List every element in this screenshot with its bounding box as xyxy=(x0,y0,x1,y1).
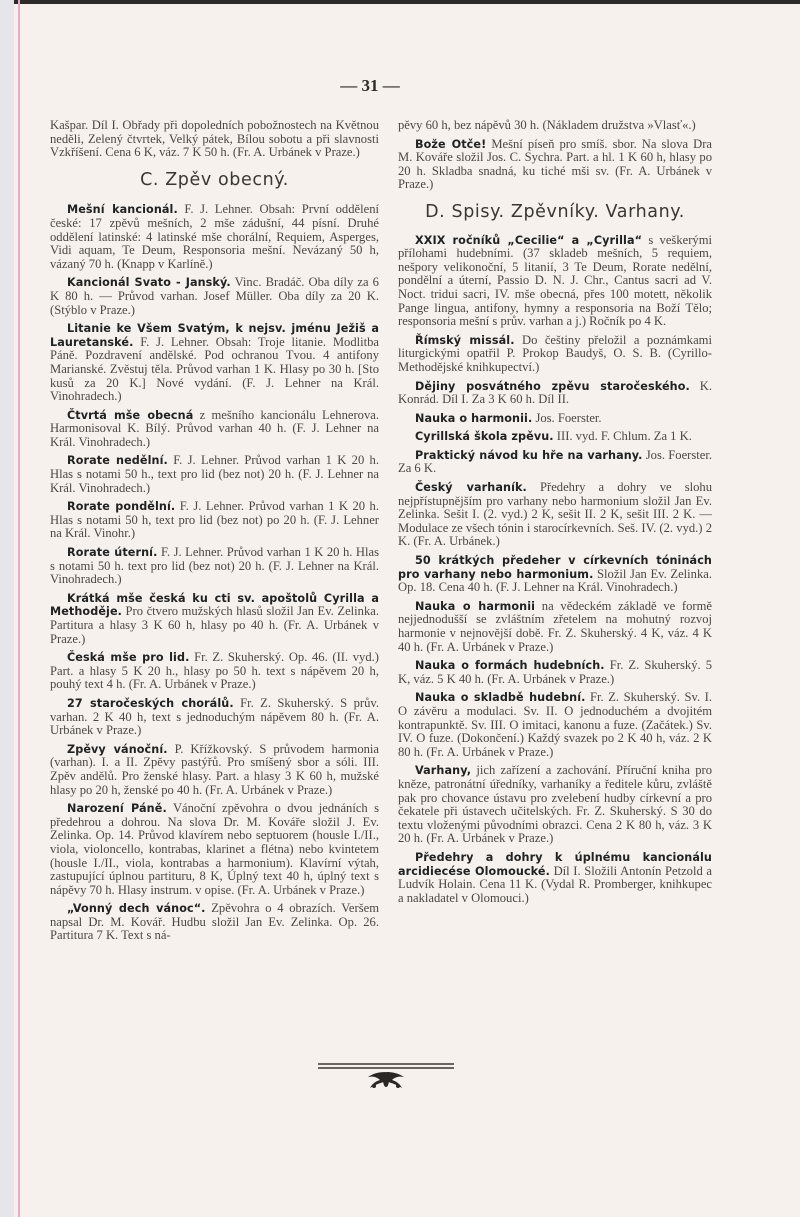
ornament-graphic xyxy=(318,1060,454,1090)
entry-title: 50 krátkých předeher v církevních tóninách pro varhany nebo harmonium. xyxy=(398,554,712,581)
entry-title: Varhany, xyxy=(415,764,472,778)
entry-title: Narození Páně. xyxy=(67,802,167,816)
entry-title: Předehry a dohry k úplnému kancionálu arcidiecése Olomoucké. xyxy=(398,850,712,878)
catalog-entry xyxy=(50,902,379,943)
catalog-entry xyxy=(398,412,712,426)
ornament-flourish xyxy=(368,1072,404,1088)
entry-text: Vánoční zpěvohra o dvou jednáních s předehrou a dohrou. Na slova Dr. M. Kováře složil J. Ev. Zelinka. Op. 14. Průvod klavírem nebo septuorem (housle I./II., viola, violoncello, kontrabas, klarinet a flétna) nebo kvintetem (housle I./II., viola, kontrabas a harmonium). Klavírní výtah, zastupující úplnou partituru, 8 K, Úplný text 40 h, úplný text s nápěvy 70 h. Hlasy instrum. v opise. (Fr. A. Urbánek v Praze.) xyxy=(50,801,379,897)
right-pre-entries-list xyxy=(398,138,712,192)
catalog-entry xyxy=(398,430,712,444)
entry-text: Jos. Foerster. xyxy=(532,410,602,425)
margin-line xyxy=(18,0,20,1217)
entry-title: Čtvrtá mše obecná xyxy=(67,408,194,422)
entry-text: F. J. Lehner. Obsah: První oddělení české: 17 zpěvů mešních, 2 mše zádušní, 44 písní. Druhé oddělení latinské: 4 latinské mše chorální, Requiem, Asperges, Vidi aquam, Te Deum, Responsoria mešní. Nevázaný 50 h, vázaný 70 h. (Knapp v Karlíně.) xyxy=(50,202,379,271)
scan-top-edge xyxy=(0,0,800,4)
entry-text: Zpěvohra o 4 obrazích. Veršem napsal Dr. M. Kovář. Hudbu složil Jan Ev. Zelinka. Op. 26. Partitura 7 K. Text s ná- xyxy=(50,901,379,943)
catalog-entry xyxy=(50,651,379,692)
catalog-entry xyxy=(398,764,712,846)
entry-text: P. Křížkovský. S průvodem harmonia (varhan). I. a II. Zpěvy pastýřů. Pro smíšený sbor a sóli. III. Zpěv andělů. Pro ženské hlasy. Part. a hlasy 3 K 60 h, mužské hlasy po 20 h, ženské po 40 h. (Fr. A. Urbánek v Praze.) xyxy=(50,741,379,797)
entry-title: Nauka o formách hudebních. xyxy=(415,659,605,673)
catalog-entry xyxy=(398,851,712,905)
entry-text: na vědeckém základě ve formě nejjednodušší se zvláštním zřetelem na mohutný rozvoj harmonie v nejnovější době. Fr. Z. Skuherský. 4 K, váz. 4 K 40 h. (Fr. A. Urbánek v Praze.) xyxy=(398,598,712,654)
entry-text: Fr. Z. Skuherský. 5 K, váz. 5 K 40 h. (Fr. A. Urbánek v Praze.) xyxy=(398,658,712,686)
catalog-entry xyxy=(398,691,712,759)
catalog-entry xyxy=(50,276,379,317)
entry-text: F. J. Lehner. Průvod varhan 1 K 20 h. Hlas s notami 50 h. text pro lid (bez not) 20 h. (F. J. Lehner na Král. Vinohradech.) xyxy=(50,545,379,587)
catalog-entry xyxy=(398,554,712,595)
entry-text: Do češtiny přeložil a poznámkami liturgickými opatřil P. Prokop Baudyš, O. S. B. (Cyrillo-Methodějské knihkupectví.) xyxy=(398,332,712,374)
catalog-entry xyxy=(398,334,712,375)
entry-text: Fr. Z. Skuherský. Op. 46. (II. vyd.) Part. a hlasy 5 K 20 h., hlasy po 50 h. text s nápěvem 20 h, pouhý text 4 h. (Fr. A. Urbánek v Praze.) xyxy=(50,650,379,692)
entry-text: Pro čtvero mužských hlasů složil Jan Ev. Zelinka. Partitura a hlasy 3 K 60 h, hlasy po 40 h. (Fr. A. Urbánek v Praze.) xyxy=(50,604,379,646)
entry-title: Dějiny posvátného zpěvu staročeského. xyxy=(415,379,690,393)
floral-ornament-icon xyxy=(318,1060,454,1090)
catalog-entry xyxy=(398,481,712,549)
intro-paragraph: Kašpar. Díl I. Obřady při dopoledních pobožnostech na Květnou neděli, Zelený čtvrtek, Velký pátek, Bílou sobotu a při slavnosti Vzkříšení. Cena 6 K, váz. 7 K 50 h. (Fr. A. Urbánek v Praze.) xyxy=(50,118,379,160)
entry-text: III. vyd. F. Chlum. Za 1 K. xyxy=(553,429,692,444)
entry-title: Nauka o skladbě hudební. xyxy=(415,691,586,705)
entry-text: Mešní píseň pro smíš. sbor. Na slova Dra M. Kováře složil Jos. C. Sychra. Part. a hl. 1 K 60 h, hlasy po 20 h. Skladba snadná, ku tiché mši sv. (Fr. A. Urbánek v Praze.) xyxy=(398,136,712,192)
page-number: — 31 — xyxy=(340,76,400,95)
left-column xyxy=(50,119,379,948)
catalog-entry xyxy=(50,203,379,271)
catalog-entry xyxy=(398,600,712,654)
entry-title: Litanie ke Všem Svatým, k nejsv. jménu Ježiš a Lauretanské. xyxy=(50,322,379,349)
catalog-entry xyxy=(398,234,712,329)
left-entries-list xyxy=(50,203,379,943)
catalog-entry xyxy=(50,322,379,404)
continuation-paragraph: pěvy 60 h, bez nápěvů 30 h. (Nákladem družstva »Vlasť«.) xyxy=(398,118,696,132)
entry-title: Česká mše pro lid. xyxy=(67,651,190,665)
catalog-entry xyxy=(50,454,379,495)
entry-text: Fr. Z. Skuherský. S prův. varhan. 2 K 40 h, text s jednoduchým nápěvem 80 h. (Fr. A. Urbánek v Praze.) xyxy=(50,695,379,738)
entry-text: Vinc. Bradáč. Oba díly za 6 K 80 h. — Průvod varhan. Josef Müller. Oba díly za 20 K. (Stýblo v Praze.) xyxy=(50,275,379,317)
catalog-entry xyxy=(398,659,712,686)
entry-title: Rorate úterní. xyxy=(67,546,158,560)
catalog-entry xyxy=(50,409,379,450)
entry-title: XXIX ročníků „Cecilie“ a „Cyrilla“ xyxy=(415,233,643,247)
catalog-entry xyxy=(50,697,379,738)
catalog-entry xyxy=(50,546,379,587)
right-column xyxy=(398,119,712,910)
section-heading-c: C. Zpěv obecný. xyxy=(140,169,289,190)
entry-title: Zpěvy vánoční. xyxy=(67,742,168,756)
catalog-entry xyxy=(398,449,712,476)
section-heading-d: D. Spisy. Zpěvníky. Varhany. xyxy=(425,201,685,222)
entry-text: Jos. Foerster. Za 6 K. xyxy=(398,447,712,476)
entry-text: Fr. Z. Skuherský. Sv. I. O závěru a modulaci. Sv. II. O jednoduchém a dvojitém kontrapunktě. Sv. III. O imitaci, kanonu a fuze. (Začátek.) Sv. IV. O fuze. (Dokončení.) Každý svazek po 2 K 40 h, váz. 2 K 80 h. (Fr. A. Urbánek v Praze.) xyxy=(398,690,713,759)
entry-title: Praktický návod ku hře na varhany. xyxy=(415,448,643,462)
catalog-entry xyxy=(50,592,379,646)
catalog-entry xyxy=(398,380,712,407)
entry-title: Kancionál Svato - Janský. xyxy=(67,276,231,290)
entry-title: Rorate nedělní. xyxy=(67,454,168,468)
entry-title: Bože Otče! xyxy=(415,137,487,151)
catalog-entry xyxy=(50,500,379,541)
catalog-entry xyxy=(50,802,379,897)
entry-text: jich zařízení a zachování. Příruční kniha pro kněze, patronátní úředníky, varhaníky a ředitele kůru, zvláště pak pro chovance ústavu pro zvelebení hudby církevní a pro čekatele při ústavech učitelských. Fr. Z. Skuherský. S 30 do textu vloženými původními obrazci. Cena 2 K 80 h, váz. 3 K 20 h. (Fr. A. Urbánek v Praze.) xyxy=(398,763,712,846)
entry-title: Cyrillská škola zpěvu. xyxy=(415,430,554,444)
entry-title: Římský missál. xyxy=(415,333,515,347)
scan-left-edge xyxy=(0,0,14,1217)
entry-title: Krátká mše česká ku cti sv. apoštolů Cyrilla a Methoděje. xyxy=(50,591,379,619)
entry-text: Díl I. Složili Antonín Petzold a Ludvík Holain. Cena 11 K. (Vydal R. Promberger, knihkupec a nakladatel v Olomouci.) xyxy=(398,863,712,905)
entry-text: z mešního kancionálu Lehnerova. Harmonisoval K. Bílý. Průvod varhan 40 h. (F. J. Lehner na Král. Vinohradech.) xyxy=(50,407,379,449)
entry-title: Rorate pondělní. xyxy=(67,500,176,514)
entry-text: F. J. Lehner. Průvod varhan 1 K 20 h. Hlas s notami 50 h, text pro lid (bez not) po 20 h. (F. J. Lehner na Král. Vinohr.) xyxy=(50,499,379,541)
right-entries-list xyxy=(398,234,712,906)
entry-title: Nauka o harmonii xyxy=(415,599,536,613)
entry-title: Český varhaník. xyxy=(415,481,527,495)
entry-text: Předehry a dohry ve slohu nejpřístupnějším pro varhany nebo harmonium složil Jan Ev. Zelinka. Sešit I. (2. vyd.) 2 K, sešit II. 2 K, sešit III. 2 K. — Modulace ze všech tónin i starocírkevních. Seš. IV. (2. vyd.) 2 K. (Fr. A. Urbánek.) xyxy=(398,480,712,549)
entry-title: „Vonný dech vánoc“. xyxy=(67,902,206,916)
entry-title: Mešní kancionál. xyxy=(67,203,178,217)
entry-text: K. Konrád. Díl I. Za 3 K 60 h. Díl II. xyxy=(398,378,712,407)
catalog-entry xyxy=(398,138,712,192)
catalog-entry xyxy=(50,743,379,797)
entry-text: F. J. Lehner. Průvod varhan 1 K 20 h. Hlas s notami 50 h., text pro lid (bez not) 20 h. (F. J. Lehner na Král. Vinohradech.) xyxy=(50,453,379,495)
entry-title: 27 staročeských chorálů. xyxy=(67,696,234,710)
entry-title: Nauka o harmonii. xyxy=(415,411,533,425)
entry-text: s veškerými přílohami hudebními. (37 skladeb mešních, 5 requiem, nešpory velikonoční, 5 litanií, 3 Te Deum, Rorate nedělní, pondělní a úterní, Passio D. N. J. Chr., Cantus sacri ad V. Noct. tridui sacri, IV. mše obecná, přes 100 motett, několik Pange lingua, antifony, hymny a responsoria na Boží Tělo; responsoria mešní s prův. varhan a j.) Ročník po 4 K. xyxy=(398,232,712,329)
entry-text: F. J. Lehner. Obsah: Troje litanie. Modlitba Páně. Pozdravení andělské. Pod ochranou Tvou. 4 antifony Marianské. Zvěstuj těla. Průvod varhan 1 K. Hlasy po 30 h. [Sto kusů za 20 K.] Nové vydání. (F. J. Lehner na Král. Vinohradech.) xyxy=(50,334,379,404)
entry-text: Složil Jan Ev. Zelinka. Op. 18. Cena 40 h. (F. J. Lehner na Král. Vinohradech.) xyxy=(398,566,712,595)
